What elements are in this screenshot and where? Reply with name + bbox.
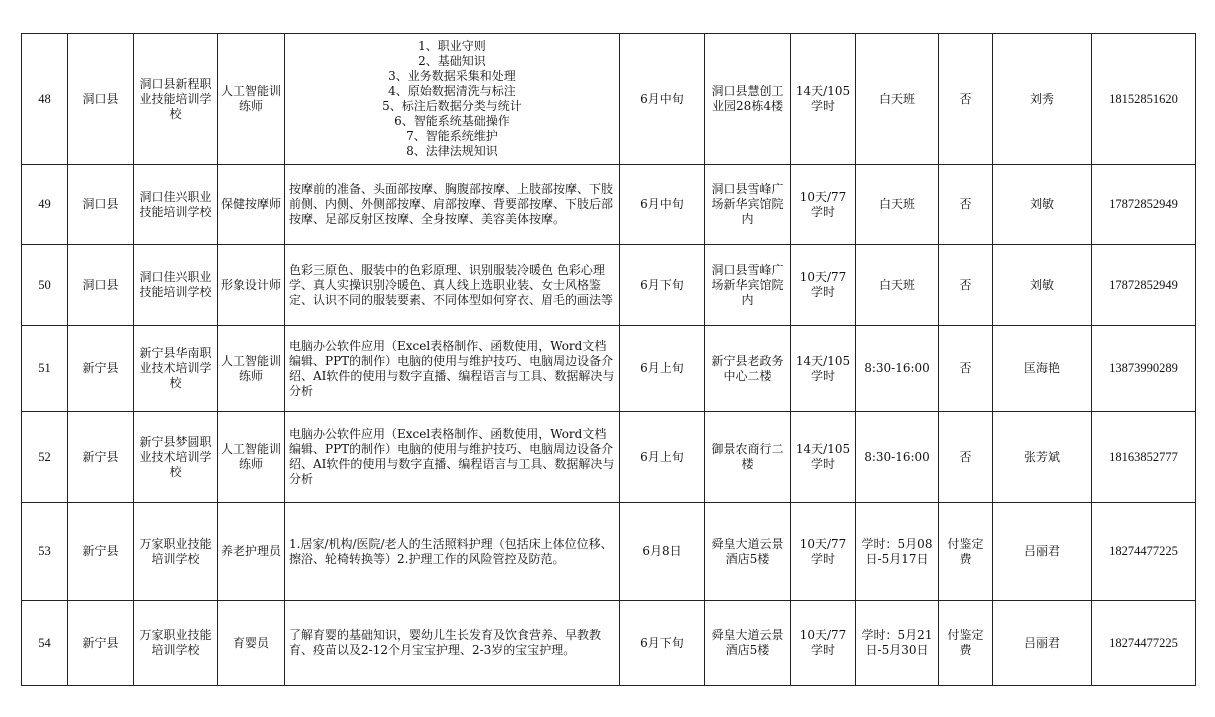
schedule-cell: 白天班: [856, 165, 939, 245]
training-content-cell: 电脑办公软件应用（Excel表格制作、函数使用，Word文档编辑、PPT的制作）电脑的使用与维护技巧、电脑周边设备介绍、AI软件的使用与数字直播、编程语言与工具、数据解决与分析: [285, 412, 620, 503]
schedule-cell: 白天班: [856, 245, 939, 326]
training-content-cell: 电脑办公软件应用（Excel表格制作、函数使用，Word文档编辑、PPT的制作）电脑的使用与维护技巧、电脑周边设备介绍、AI软件的使用与数字直播、编程语言与工具、数据解决与分析: [285, 326, 620, 412]
contact-cell: 吕丽君: [993, 503, 1092, 601]
row-number: 54: [22, 601, 68, 686]
row-number: 53: [22, 503, 68, 601]
row-number: 52: [22, 412, 68, 503]
content-line: 3、业务数据采集和处理: [388, 69, 516, 83]
school-cell: 万家职业技能培训学校: [134, 601, 218, 686]
contact-cell: 刘敏: [993, 165, 1092, 245]
duration-cell: 10天/77学时: [791, 245, 856, 326]
table-row: [22, 503, 1196, 601]
time-cell: 6月上旬: [620, 326, 705, 412]
phone-cell: 17872852949: [1092, 245, 1196, 326]
county-cell: 新宁县: [68, 503, 134, 601]
row-number: 51: [22, 326, 68, 412]
location-cell: 洞口县慧创工业园28栋4楼: [705, 34, 791, 165]
fee-cell: 付鉴定费: [939, 601, 993, 686]
content-line: 5、标注后数据分类与统计: [382, 99, 522, 113]
location-cell: 舜皇大道云景酒店5楼: [705, 503, 791, 601]
location-cell: 洞口县雪峰广场新华宾馆院内: [705, 165, 791, 245]
training-content-cell: 按摩前的准备、头面部按摩、胸腹部按摩、上肢部按摩、下肢前侧、内侧、外侧部按摩、肩部按摩、背要部按摩、下肢后部按摩、足部反射区按摩、全身按摩、美容美体按摩。: [285, 165, 620, 245]
county-cell: 洞口县: [68, 34, 134, 165]
training-schedule-table: [21, 33, 1196, 686]
county-cell: 新宁县: [68, 326, 134, 412]
duration-cell: 14天/105学时: [791, 412, 856, 503]
schedule-cell: 学时：5月08日-5月17日: [856, 503, 939, 601]
table-row: [22, 601, 1196, 686]
fee-cell: 否: [939, 245, 993, 326]
location-cell: 洞口县雪峰广场新华宾馆院内: [705, 245, 791, 326]
phone-cell: 18152851620: [1092, 34, 1196, 165]
time-cell: 6月中旬: [620, 34, 705, 165]
phone-cell: 18274477225: [1092, 601, 1196, 686]
time-cell: 6月下旬: [620, 601, 705, 686]
time-cell: 6月8日: [620, 503, 705, 601]
fee-cell: 否: [939, 326, 993, 412]
fee-cell: 付鉴定费: [939, 503, 993, 601]
duration-cell: 10天/77学时: [791, 165, 856, 245]
profession-cell: 养老护理员: [218, 503, 285, 601]
fee-cell: 否: [939, 34, 993, 165]
content-line: 2、基础知识: [418, 54, 486, 68]
content-line: 7、智能系统维护: [406, 129, 498, 143]
profession-cell: 育婴员: [218, 601, 285, 686]
training-content-cell: 色彩三原色、服装中的色彩原理、识别服装冷暖色 色彩心理学、真人实操识别冷暖色、真人线上选职业装、女士风格鉴定、认识不同的服装要素、不同体型如何穿衣、眉毛的画法等: [285, 245, 620, 326]
location-cell: 新宁县老政务中心二楼: [705, 326, 791, 412]
table-row: [22, 412, 1196, 503]
contact-cell: 匡海艳: [993, 326, 1092, 412]
fee-cell: 否: [939, 165, 993, 245]
profession-cell: 形象设计师: [218, 245, 285, 326]
school-cell: 新宁县华南职业技术培训学校: [134, 326, 218, 412]
time-cell: 6月上旬: [620, 412, 705, 503]
time-cell: 6月中旬: [620, 165, 705, 245]
phone-cell: 18163852777: [1092, 412, 1196, 503]
table-body: [22, 34, 1196, 686]
profession-cell: 保健按摩师: [218, 165, 285, 245]
profession-cell: 人工智能训练师: [218, 326, 285, 412]
table-row: [22, 165, 1196, 245]
location-cell: 舜皇大道云景酒店5楼: [705, 601, 791, 686]
row-number: 49: [22, 165, 68, 245]
duration-cell: 10天/77学时: [791, 503, 856, 601]
school-cell: 洞口佳兴职业技能培训学校: [134, 165, 218, 245]
county-cell: 洞口县: [68, 165, 134, 245]
content-line: 8、法律法规知识: [406, 144, 498, 158]
contact-cell: 张芳斌: [993, 412, 1092, 503]
training-content-cell: 了解育婴的基础知识，婴幼儿生长发育及饮食营养、早教教育、疫苗以及2-12个月宝宝护理、2-3岁的宝宝护理。: [285, 601, 620, 686]
fee-cell: 否: [939, 412, 993, 503]
contact-cell: 刘秀: [993, 34, 1092, 165]
profession-cell: 人工智能训练师: [218, 412, 285, 503]
row-number: 50: [22, 245, 68, 326]
content-line: 6、智能系统基础操作: [394, 114, 510, 128]
school-cell: 洞口县新程职业技能培训学校: [134, 34, 218, 165]
contact-cell: 吕丽君: [993, 601, 1092, 686]
county-cell: 新宁县: [68, 412, 134, 503]
phone-cell: 13873990289: [1092, 326, 1196, 412]
duration-cell: 14天/105学时: [791, 326, 856, 412]
school-cell: 万家职业技能培训学校: [134, 503, 218, 601]
school-cell: 新宁县梦圆职业技术培训学校: [134, 412, 218, 503]
table-row: [22, 245, 1196, 326]
content-line: 1、职业守则: [418, 39, 486, 53]
duration-cell: 10天/77学时: [791, 601, 856, 686]
school-cell: 洞口佳兴职业技能培训学校: [134, 245, 218, 326]
training-content-cell: [285, 34, 620, 165]
table-row: [22, 326, 1196, 412]
phone-cell: 18274477225: [1092, 503, 1196, 601]
table-row: [22, 34, 1196, 165]
schedule-cell: 8:30-16:00: [856, 326, 939, 412]
row-number: 48: [22, 34, 68, 165]
phone-cell: 17872852949: [1092, 165, 1196, 245]
location-cell: 御景农商行二楼: [705, 412, 791, 503]
schedule-cell: 白天班: [856, 34, 939, 165]
contact-cell: 刘敏: [993, 245, 1092, 326]
training-content-cell: 1.居家/机构/医院/老人的生活照料护理（包括床上体位位移、擦浴、轮椅转换等）2.护理工作的风险管控及防范。: [285, 503, 620, 601]
schedule-cell: 8:30-16:00: [856, 412, 939, 503]
schedule-cell: 学时：5月21日-5月30日: [856, 601, 939, 686]
county-cell: 新宁县: [68, 601, 134, 686]
time-cell: 6月下旬: [620, 245, 705, 326]
duration-cell: 14天/105学时: [791, 34, 856, 165]
county-cell: 洞口县: [68, 245, 134, 326]
profession-cell: 人工智能训练师: [218, 34, 285, 165]
content-line: 4、原始数据清洗与标注: [388, 84, 516, 98]
